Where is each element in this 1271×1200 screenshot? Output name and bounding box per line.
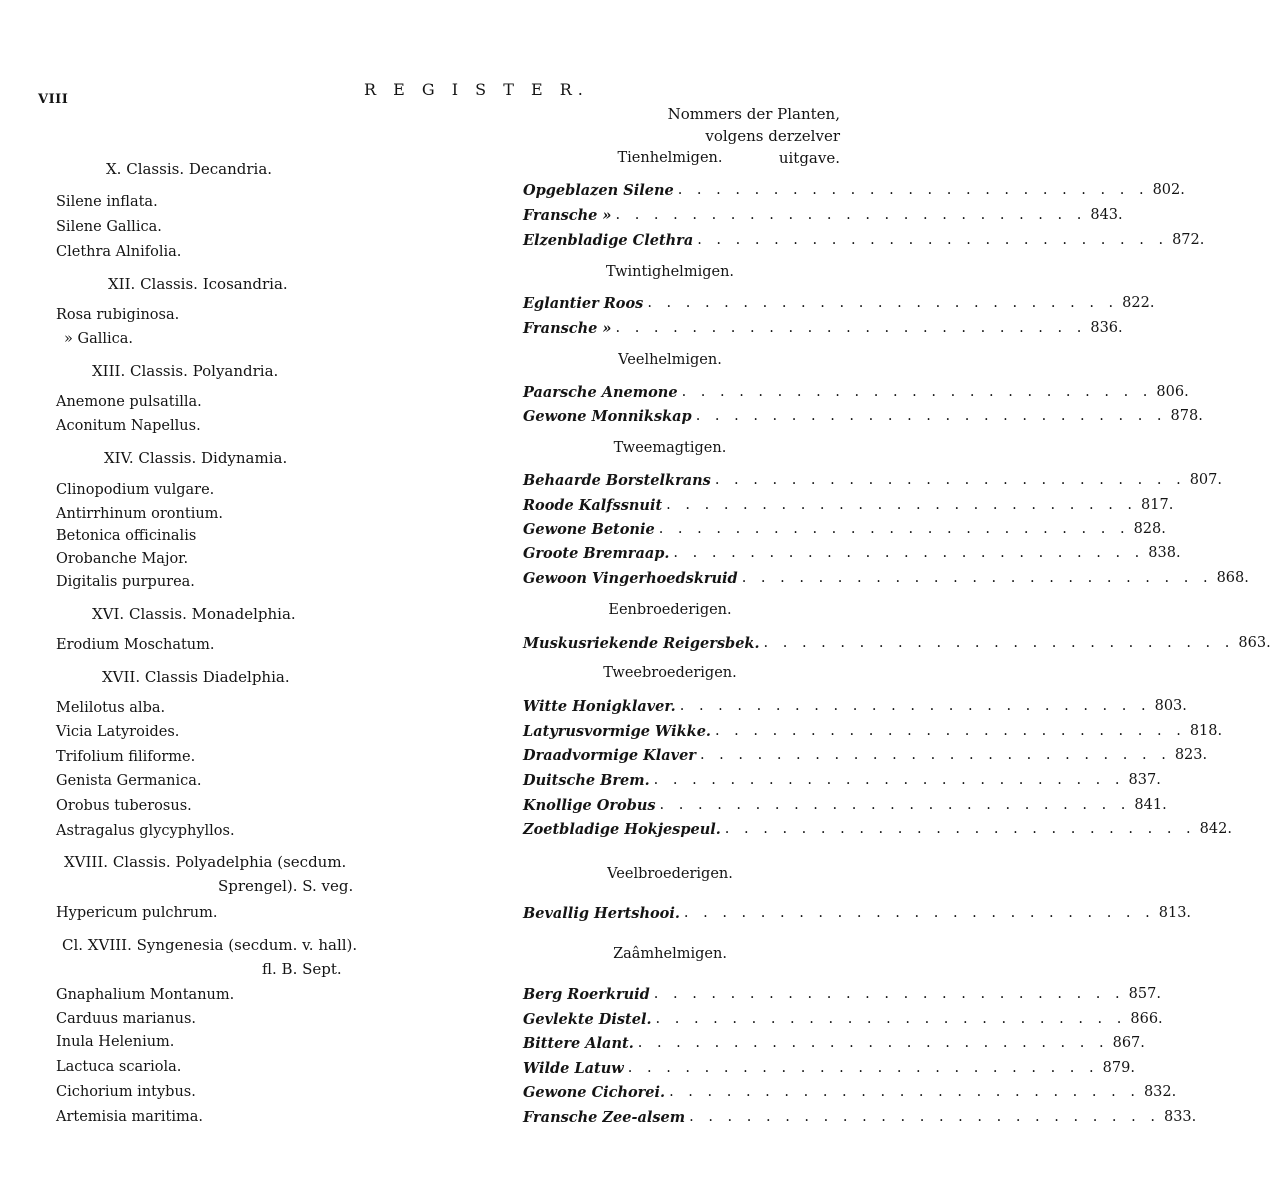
plant-number: 843. (1090, 207, 1123, 223)
plant-number: 817. (1141, 497, 1174, 513)
latin-plant-name: Gnaphalium Montanum. (56, 987, 235, 1003)
plant-number: 806. (1156, 384, 1189, 400)
plant-number: 803. (1154, 698, 1187, 714)
latin-plant-name: Trifolium filiforme. (56, 749, 196, 765)
register-entry (523, 821, 1232, 838)
plant-number: 802. (1152, 182, 1185, 198)
plant-number: 863. (1238, 635, 1271, 651)
plant-number: 836. (1090, 320, 1123, 336)
latin-plant-name: Anemone pulsatilla. (56, 394, 202, 410)
leader-dots: . . . . . . . . . . . . . . . . . . . . . . . . . (627, 1060, 1099, 1076)
dutch-plant-name: Berg Roerkruid (523, 986, 650, 1003)
leader-dots: . . . . . . . . . . . . . . . . . . . . . . . . . (724, 821, 1196, 837)
leader-dots: . . . . . . . . . . . . . . . . . . . . . . . . . (658, 521, 1130, 537)
dutch-plant-name: Fransche » (523, 207, 612, 224)
plant-number: 857. (1128, 986, 1161, 1002)
latin-plant-name: Silene inflata. (56, 194, 158, 210)
dutch-plant-name: Witte Honigklaver. (523, 698, 676, 715)
latin-plant-name: Erodium Moschatum. (56, 637, 215, 653)
latin-plant-name: Silene Gallica. (56, 219, 162, 235)
latin-plant-name: Rosa rubiginosa. (56, 307, 180, 323)
latin-plant-name: Melilotus alba. (56, 700, 166, 716)
leader-dots: . . . . . . . . . . . . . . . . . . . . . . . . . (673, 545, 1145, 561)
group-heading: Veelhelmigen. (618, 352, 722, 368)
register-entry (523, 182, 1185, 199)
latin-plant-name: Aconitum Napellus. (56, 418, 201, 434)
dutch-plant-name: Gewone Betonie (523, 521, 655, 538)
dutch-plant-name: Roode Kalfssnuit (523, 497, 663, 514)
register-entry (523, 635, 1271, 652)
latin-plant-name: Cichorium intybus. (56, 1084, 196, 1100)
leader-dots: . . . . . . . . . . . . . . . . . . . . . . . . . (677, 182, 1149, 198)
dutch-plant-name: Gewone Cichorei. (523, 1084, 666, 1101)
register-entry (523, 207, 1123, 224)
class-heading: XVI. Classis. Monadelphia. (92, 605, 296, 623)
register-entry (523, 320, 1123, 337)
dutch-plant-name: Wilde Latuw (523, 1060, 624, 1077)
leader-dots: . . . . . . . . . . . . . . . . . . . . . . . . . (615, 320, 1087, 336)
plant-number: 833. (1163, 1109, 1197, 1125)
leader-dots: . . . . . . . . . . . . . . . . . . . . . . . . . (689, 1109, 1160, 1125)
latin-plant-name: Carduus marianus. (56, 1011, 197, 1027)
leader-dots: . . . . . . . . . . . . . . . . . . . . . . . . . (653, 772, 1125, 788)
dutch-plant-name: Bevallig Hertshooi. (523, 905, 680, 922)
plant-number: 872. (1172, 232, 1205, 248)
dutch-plant-name: Bittere Alant. (523, 1035, 634, 1052)
group-heading: Veelbroederigen. (607, 866, 733, 882)
register-entry (523, 986, 1161, 1003)
leader-dots: . . . . . . . . . . . . . . . . . . . . . . . . . (714, 472, 1186, 488)
register-entry (523, 384, 1189, 401)
register-entry (523, 1109, 1197, 1126)
register-entry (523, 232, 1205, 249)
leader-dots: . . . . . . . . . . . . . . . . . . . . . . . . . (763, 635, 1235, 651)
latin-plant-name: Artemisia maritima. (56, 1109, 203, 1125)
dutch-plant-name: Gewone Monnikskap (523, 408, 692, 425)
leader-dots: . . . . . . . . . . . . . . . . . . . . . . . . . (659, 797, 1131, 813)
register-entry (523, 472, 1222, 489)
class-heading: Cl. XVIII. Syngenesia (secdum. v. hall). (62, 936, 358, 954)
dutch-plant-name: Knollige Orobus (523, 797, 656, 814)
latin-plant-name: Orobanche Major. (56, 551, 189, 567)
leader-dots: . . . . . . . . . . . . . . . . . . . . . . . . . (653, 986, 1125, 1002)
latin-plant-name: Astragalus glycyphyllos. (56, 823, 235, 839)
class-heading: XII. Classis. Icosandria. (108, 275, 288, 293)
register-entry (523, 1060, 1135, 1077)
class-heading: XIII. Classis. Polyandria. (92, 362, 279, 380)
register-entry (523, 521, 1166, 538)
plant-number: 878. (1170, 408, 1203, 424)
latin-plant-name: Clinopodium vulgare. (56, 482, 215, 498)
plant-number: 822. (1122, 295, 1155, 311)
register-entry (523, 797, 1167, 814)
leader-dots: . . . . . . . . . . . . . . . . . . . . . . . . . (679, 698, 1151, 714)
leader-dots: . . . . . . . . . . . . . . . . . . . . . . . . . (741, 570, 1213, 586)
latin-plant-name: Genista Germanica. (56, 773, 202, 789)
group-heading: Tienhelmigen. (617, 150, 723, 166)
dutch-plant-name: Gevlekte Distel. (523, 1011, 652, 1028)
plant-number: 818. (1189, 723, 1223, 739)
class-heading: XVII. Classis Diadelphia. (102, 668, 290, 686)
class-heading: Sprengel). S. veg. (218, 877, 354, 895)
header-note-line-1: Nommers der Planten, (667, 105, 840, 123)
latin-plant-name: Antirrhinum orontium. (56, 506, 224, 522)
register-entry (523, 905, 1192, 922)
plant-number: 807. (1189, 472, 1222, 488)
latin-plant-name: Lactuca scariola. (56, 1059, 182, 1075)
dutch-plant-name: Groote Bremraap. (523, 545, 670, 562)
dutch-plant-name: Muskusriekende Reigersbek. (523, 635, 760, 652)
register-entry (523, 698, 1187, 715)
plant-number: 868. (1216, 570, 1249, 586)
latin-plant-name: Orobus tuberosus. (56, 798, 192, 814)
register-entry (523, 408, 1203, 425)
plant-number: 842. (1199, 821, 1232, 837)
latin-plant-name: Inula Helenium. (56, 1034, 175, 1050)
register-entry (523, 545, 1181, 562)
plant-number: 867. (1112, 1035, 1145, 1051)
dutch-plant-name: Latyrusvormige Wikke. (523, 723, 711, 740)
leader-dots: . . . . . . . . . . . . . . . . . . . . . . . . . (681, 384, 1153, 400)
register-entry (523, 1011, 1163, 1028)
leader-dots: . . . . . . . . . . . . . . . . . . . . . . . . . (655, 1011, 1127, 1027)
dutch-plant-name: Gewoon Vingerhoedskruid (523, 570, 738, 587)
plant-number: 841. (1134, 797, 1167, 813)
dutch-plant-name: Paarsche Anemone (523, 384, 678, 401)
latin-plant-name: Digitalis purpurea. (56, 574, 195, 590)
class-heading: XVIII. Classis. Polyadelphia (secdum. (64, 853, 347, 871)
plant-number: 837. (1128, 772, 1161, 788)
register-entry (523, 772, 1161, 789)
register-entry (523, 747, 1208, 764)
plant-number: 879. (1102, 1060, 1135, 1076)
leader-dots: . . . . . . . . . . . . . . . . . . . . . . . . . (714, 723, 1186, 739)
dutch-plant-name: Duitsche Brem. (523, 772, 650, 789)
group-heading: Tweebroederigen. (603, 665, 737, 681)
leader-dots: . . . . . . . . . . . . . . . . . . . . . . . . . (697, 232, 1169, 248)
leader-dots: . . . . . . . . . . . . . . . . . . . . . . . . . (666, 497, 1138, 513)
register-entry (523, 1084, 1177, 1101)
dutch-plant-name: Elzenbladige Clethra (523, 232, 694, 249)
register-entry (523, 1035, 1145, 1052)
class-heading: X. Classis. Decandria. (106, 160, 273, 178)
latin-plant-name: Clethra Alnifolia. (56, 244, 182, 260)
dutch-plant-name: Fransche Zee-alsem (523, 1109, 686, 1126)
register-entry (523, 723, 1223, 740)
plant-number: 823. (1174, 747, 1208, 763)
dutch-plant-name: Opgeblazen Silene (523, 182, 674, 199)
latin-plant-name: » Gallica. (64, 331, 133, 347)
plant-number: 866. (1130, 1011, 1163, 1027)
dutch-plant-name: Eglantier Roos (523, 295, 644, 312)
register-entry (523, 570, 1249, 587)
group-heading: Tweemagtigen. (613, 440, 727, 456)
leader-dots: . . . . . . . . . . . . . . . . . . . . . . . . . (647, 295, 1119, 311)
page-title: R E G I S T E R. (364, 80, 589, 99)
group-heading: Eenbroederigen. (608, 602, 732, 618)
leader-dots: . . . . . . . . . . . . . . . . . . . . . . . . . (615, 207, 1087, 223)
class-heading: XIV. Classis. Didynamia. (104, 449, 288, 467)
register-entry (523, 295, 1155, 312)
class-heading: fl. B. Sept. (262, 960, 342, 978)
latin-plant-name: Hypericum pulchrum. (56, 905, 218, 921)
dutch-plant-name: Draadvormige Klaver (523, 747, 696, 764)
leader-dots: . . . . . . . . . . . . . . . . . . . . . . . . . (695, 408, 1167, 424)
leader-dots: . . . . . . . . . . . . . . . . . . . . . . . . . (669, 1084, 1140, 1100)
group-heading: Zaâmhelmigen. (613, 946, 727, 962)
dutch-plant-name: Behaarde Borstelkrans (523, 472, 711, 489)
plant-number: 832. (1143, 1084, 1177, 1100)
plant-number: 838. (1148, 545, 1181, 561)
dutch-plant-name: Fransche » (523, 320, 612, 337)
group-heading: Twintighelmigen. (605, 264, 735, 280)
leader-dots: . . . . . . . . . . . . . . . . . . . . . . . . . (699, 747, 1171, 763)
header-note-line-2: volgens derzelver uitgave. (705, 127, 840, 167)
register-entry (523, 497, 1174, 514)
dutch-plant-name: Zoetbladige Hokjespeul. (523, 821, 721, 838)
leader-dots: . . . . . . . . . . . . . . . . . . . . . . . . . (637, 1035, 1109, 1051)
latin-plant-name: Vicia Latyroides. (56, 724, 180, 740)
leader-dots: . . . . . . . . . . . . . . . . . . . . . . . . . (683, 905, 1155, 921)
latin-plant-name: Betonica officinalis (56, 528, 197, 544)
plant-number: 828. (1133, 521, 1166, 537)
plant-number: 813. (1158, 905, 1192, 921)
page-number: VIII (38, 92, 69, 107)
